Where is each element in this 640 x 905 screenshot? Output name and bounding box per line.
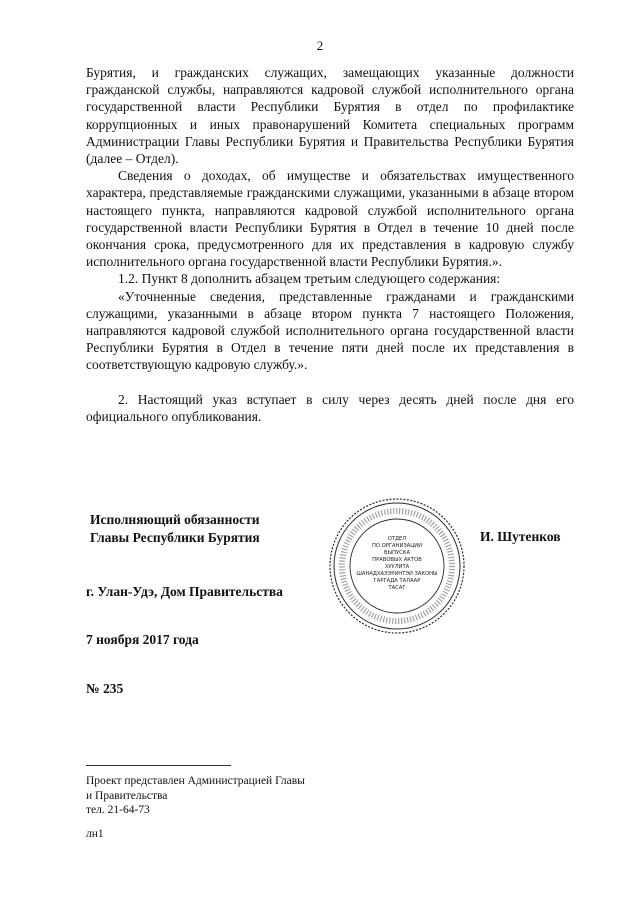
paragraph-quote: «Уточненные сведения, представленные гражданами и гражданскими служащими, указанными в абзаце втором пункта 7 настоящего Положения, направляются кадровой службой исполнительного органа государственной власти Республики Бурятия в Отдел в течение пяти дней после их представления в соответствующую кадровую службу.». xyxy=(86,288,574,373)
stamp-line: ШАНАДХАЭЭРИНТЭЙ ЗАКОНЫ xyxy=(356,571,438,577)
signer-position-line1: Исполняющий обязанности xyxy=(90,512,260,527)
paragraph-continuation: Бурятия, и гражданских служащих, замещающих указанные должности гражданской службы, направляются кадровой службой исполнительного органа государственной власти Республики Бурятия в отдел по профилактике коррупционных и иных правонарушений Комитета специальных программ Администрации Главы Республики Бурятия и Правительства Республики Бурятия (далее – Отдел). xyxy=(86,65,574,167)
page-number: 2 xyxy=(316,38,324,53)
stamp-line: ГАРГАДА ТАЛААР xyxy=(373,578,421,584)
stamp-line: ТАСАГ xyxy=(388,585,406,591)
footer-line1: Проект представлен Администрацией Главы xyxy=(86,775,305,787)
footer-line2: и Правительства xyxy=(86,789,168,802)
stamp-line: ПРАВОВЫХ АКТОВ xyxy=(372,557,422,563)
signer-position-line2: Главы Республики Бурятия xyxy=(90,529,260,545)
signer-name: И. Шутенков xyxy=(480,529,561,544)
stamp-line: ОТДЕЛ xyxy=(387,536,407,542)
signer-position xyxy=(90,511,260,546)
stamp-line: ХУУЛИТА xyxy=(384,564,410,570)
signing-place: г. Улан-Удэ, Дом Правительства xyxy=(86,584,283,599)
stamp-line: ПО ОРГАНИЗАЦИИ xyxy=(371,543,423,549)
document-body xyxy=(86,64,574,425)
footer-divider xyxy=(86,765,231,766)
paragraph-income-info: Сведения о доходах, об имуществе и обязательствах имущественного характера, представляемые гражданскими служащими, указанными в абзаце втором настоящего пункта, направляются кадровой службой исполнительного органа государственной власти Республики Бурятия в Отдел в течение 10 дней после окончания срока, предусмотренного для их представления в кадровую службу исполнительного органа государственной власти Республики Бурятия.». xyxy=(86,168,574,270)
stamp-line: ВЫПУСКА xyxy=(383,550,411,556)
signing-date: 7 ноября 2017 года xyxy=(86,632,199,647)
paragraph-effective: 2. Настоящий указ вступает в силу через десять дней после дня его официального опубликования. xyxy=(86,391,574,424)
footer-note xyxy=(86,774,305,818)
official-stamp-seal xyxy=(327,496,467,636)
typist-initials: лн1 xyxy=(86,828,104,840)
footer-line3: тел. 21-64-73 xyxy=(86,804,150,816)
paragraph-amendment-item: 1.2. Пункт 8 дополнить абзацем третьим следующего содержания: xyxy=(118,271,501,287)
decree-number: № 235 xyxy=(86,681,124,696)
